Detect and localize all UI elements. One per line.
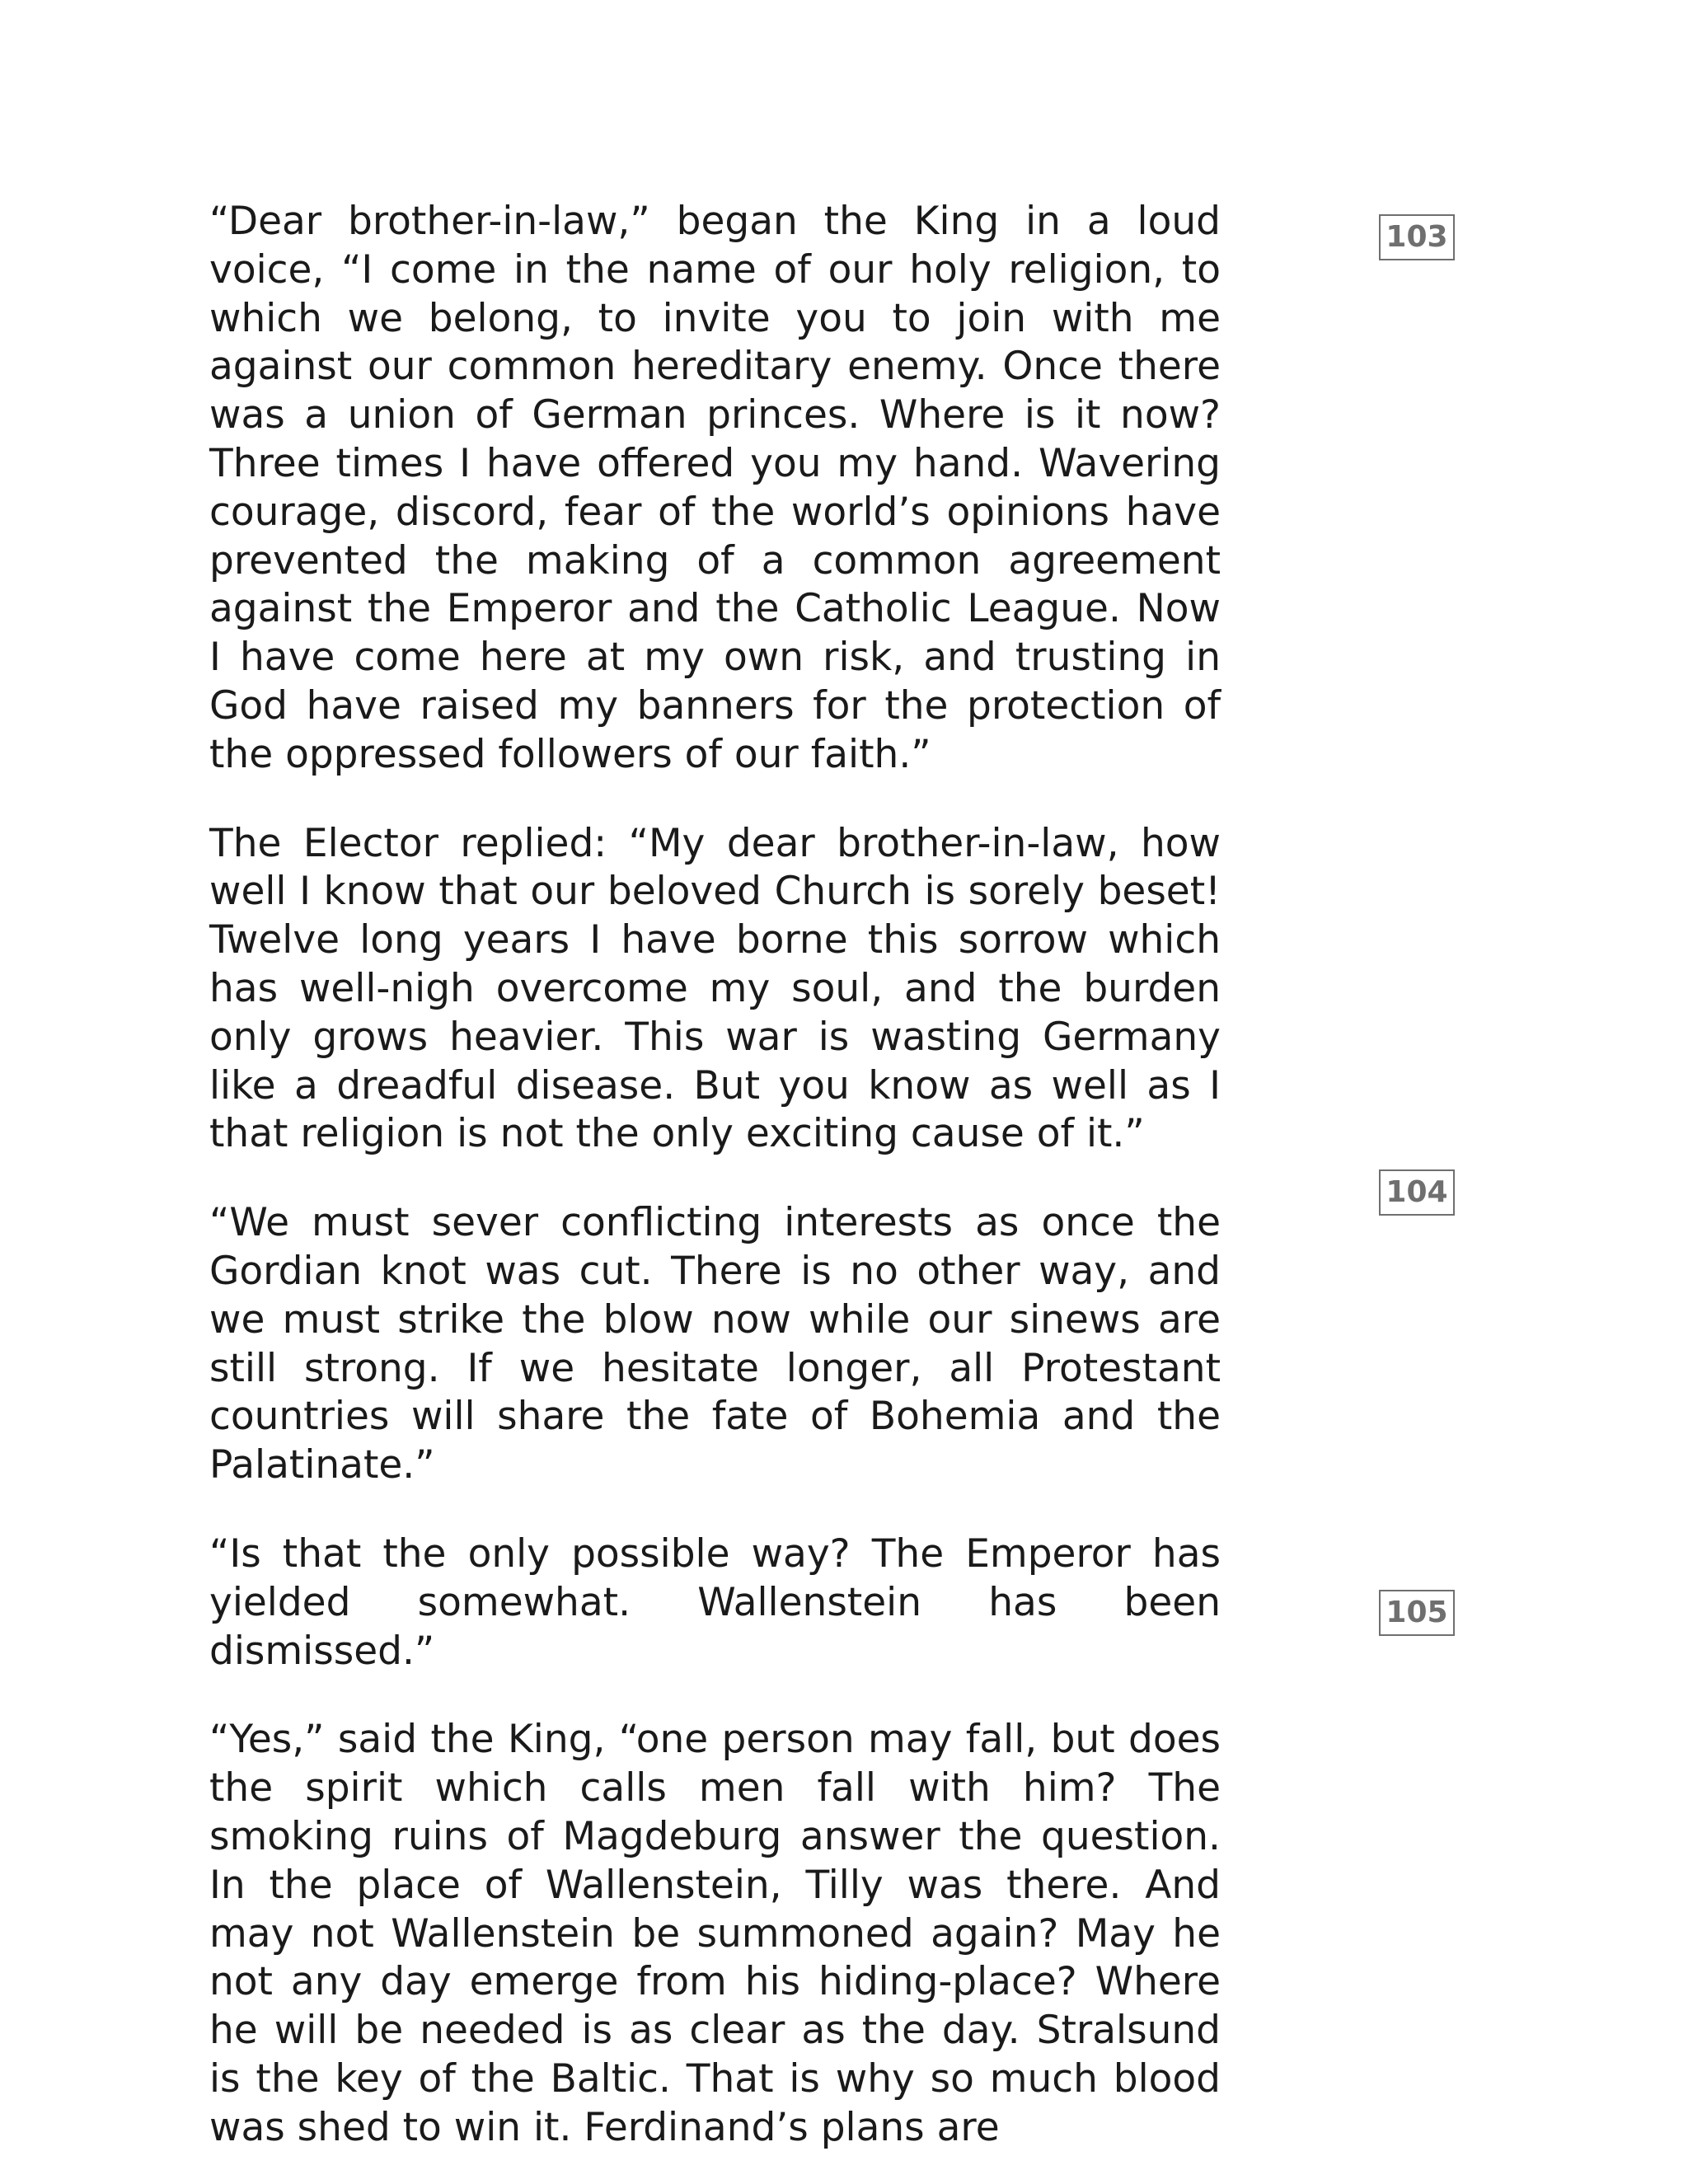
- margin-reference-103: 103: [1379, 214, 1455, 260]
- body-text: [209, 198, 1221, 2152]
- paragraph-4: “Is that the only possible way? The Emperor has yielded somewhat. Wallenstein has been dismissed.”: [209, 1530, 1221, 1674]
- paragraph-1: “Dear brother-in-law,” began the King in a loud voice, “I come in the name of our holy religion, to which we belong, to invite you to join with me against our common hereditary enemy. Once there was a union of German princes. Where is it now? Three times I have offered you my hand. Wavering courage, discord, fear of the world’s opinions have prevented the making of a common agreement against the Emperor and the Catholic League. Now I have come here at my own risk, and trusting in God have raised my banners for the protection of the oppressed followers of our faith.”: [209, 199, 1221, 777]
- margin-reference-105: 105: [1379, 1590, 1455, 1636]
- paragraph-3: “We must sever conflicting interests as once the Gordian knot was cut. There is no other way, and we must strike the blow now while our sinews are still strong. If we hesitate longer, all Protestant countries will share the fate of Bohemia and the Palatinate.”: [209, 1200, 1221, 1488]
- margin-reference-104: 104: [1379, 1169, 1455, 1216]
- paragraph-2: The Elector replied: “My dear brother-in-law, how well I know that our beloved Church is sorely beset! Twelve long years I have borne this sorrow which has well-nigh overcome my soul, and the burden only grows heavier. This war is wasting Germany like a dreadful disease. But you know as well as I that religion is not the only exciting cause of it.”: [209, 820, 1221, 1157]
- paragraph-5: “Yes,” said the King, “one person may fall, but does the spirit which calls men fall with him? The smoking ruins of Magdeburg answer the question. In the place of Wallenstein, Tilly was there. And may not Wallenstein be summoned again? May he not any day emerge from his hiding-place? Where he will be needed is as clear as the day. Stralsund is the key of the Baltic. That is why so much blood was shed to win it. Ferdinand’s plans are: [209, 1717, 1221, 2150]
